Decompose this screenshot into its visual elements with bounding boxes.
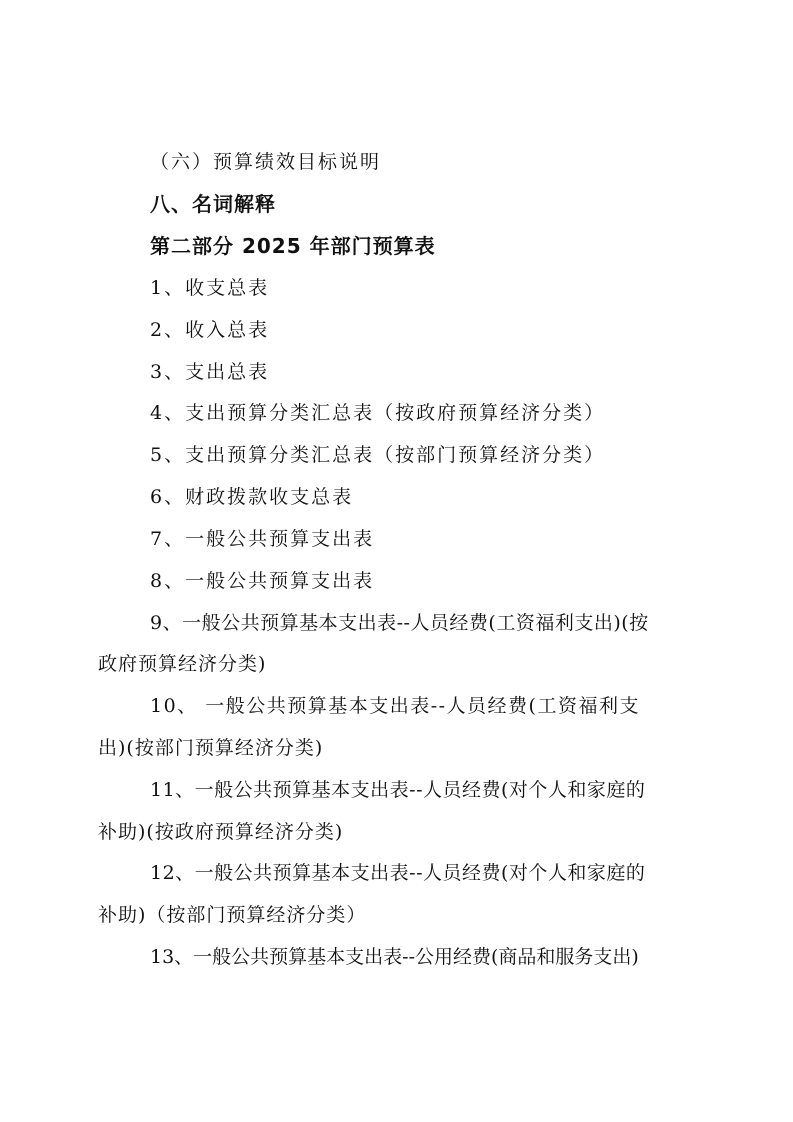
section-heading-glossary: 八、名词解释 [150, 192, 276, 216]
list-item: 7、一般公共预算支出表 [150, 528, 375, 550]
list-item: 6、财政拨款收支总表 [150, 486, 354, 508]
list-item-10-line-1: 10、 一般公共预算基本支出表--人员经费(工资福利支 [150, 695, 640, 717]
part-two-title: 第二部分 2025 年部门预算表 [150, 234, 436, 258]
list-item: 4、支出预算分类汇总表（按政府预算经济分类） [150, 402, 606, 424]
list-item: 3、支出总表 [150, 361, 270, 383]
list-item-9-line-2: 政府预算经济分类) [98, 653, 267, 675]
list-item-11-line-1: 11、一般公共预算基本支出表--人员经费(对个人和家庭的 [150, 779, 646, 801]
list-item-9-line-1: 9、一般公共预算基本支出表--人员经费(工资福利支出)(按 [150, 612, 649, 634]
list-item: 2、收入总表 [150, 319, 270, 341]
list-item-13-line-1: 13、一般公共预算基本支出表--公用经费(商品和服务支出) [150, 946, 639, 968]
list-item-12-line-1: 12、一般公共预算基本支出表--人员经费(对个人和家庭的 [150, 862, 646, 884]
section-heading-budget-performance: （六）预算绩效目标说明 [150, 151, 382, 173]
list-item: 5、支出预算分类汇总表（按部门预算经济分类） [150, 444, 606, 466]
list-item-12-line-2: 补助)（按部门预算经济分类） [98, 904, 367, 926]
list-item-10-line-2: 出)(按部门预算经济分类) [98, 737, 324, 759]
list-item: 1、收支总表 [150, 277, 270, 299]
list-item-11-line-2: 补助)(按政府预算经济分类) [98, 821, 344, 843]
list-item: 8、一般公共预算支出表 [150, 570, 375, 592]
